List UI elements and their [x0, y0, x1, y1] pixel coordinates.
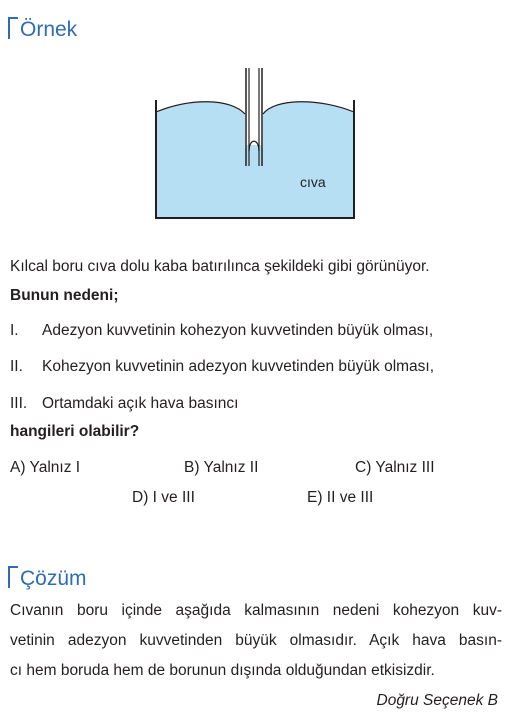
choice-d[interactable]: D) I ve III	[132, 489, 195, 506]
item-2	[10, 357, 434, 377]
title-bracket-icon	[8, 17, 18, 39]
choice-e[interactable]: E) II ve III	[307, 489, 374, 506]
item-1-text: Adezyon kuvvetinin kohezyon kuvvetinden büyük olması,	[42, 322, 434, 339]
figure-label: cıva	[300, 174, 326, 190]
item-2-text: Kohezyon kuvvetinin adezyon kuvvetinden büyük olması,	[42, 358, 435, 375]
example-title-text: Örnek	[20, 18, 78, 41]
question-line-1: Kılcal boru cıva dolu kaba batırılınca şekildeki gibi görünüyor.	[10, 258, 430, 275]
choice-a[interactable]: A) Yalnız I	[10, 459, 81, 476]
title-bracket-icon	[8, 566, 18, 588]
solution-line-1: Cıvanın boru içinde aşağıda kalmasının nedeni kohezyon kuv-	[10, 602, 502, 619]
item-1-num: I.	[10, 322, 19, 339]
choice-b[interactable]: B) Yalnız II	[184, 459, 259, 476]
item-1	[10, 321, 433, 341]
solution-line-2: vetinin adezyon kuvvetinden büyük olmasıdır. Açık hava basın-	[10, 632, 502, 649]
question-prompt: hangileri olabilir?	[10, 423, 140, 440]
item-3-text: Ortamdaki açık hava basıncı	[42, 395, 239, 412]
correct-answer: Doğru Seçenek B	[376, 692, 498, 709]
item-3-num: III.	[10, 395, 28, 412]
item-3	[10, 394, 238, 414]
capillary-tube-figure	[150, 68, 360, 223]
solution-line-3: cı hem boruda hem de borunun dışında olduğundan etkisizdir.	[10, 662, 435, 679]
item-2-num: II.	[10, 358, 23, 375]
example-title	[8, 17, 77, 42]
solution-title	[8, 566, 87, 591]
question-line-2: Bunun nedeni;	[10, 287, 119, 304]
choice-c[interactable]: C) Yalnız III	[355, 459, 435, 476]
solution-title-text: Çözüm	[20, 567, 87, 590]
